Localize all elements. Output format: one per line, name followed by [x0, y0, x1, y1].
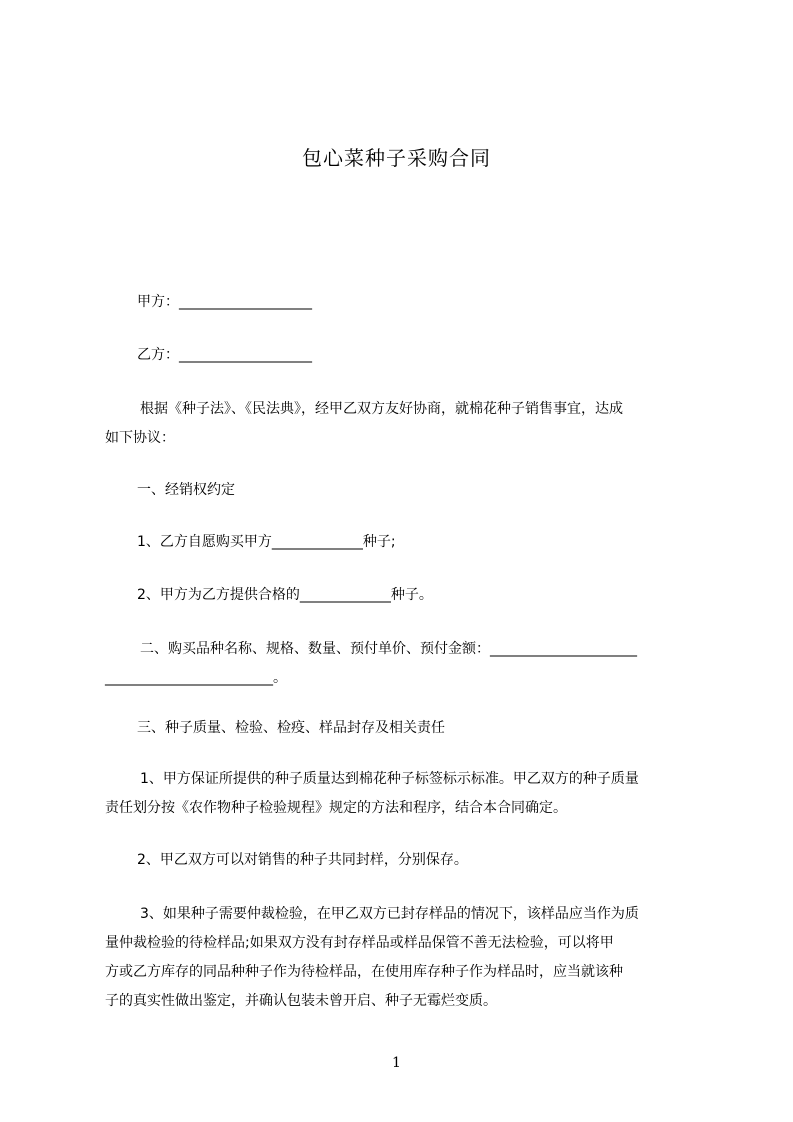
section-1-item-1: 1、乙方自愿购买甲方_____________种子;: [137, 534, 396, 550]
intro-line-1: 根据《种子法》、《民法典》，经甲乙双方友好协商，就棉花种子销售事宜，达成: [140, 401, 623, 417]
section-3-heading: 三、种子质量、检验、检疫、样品封存及相关责任: [137, 720, 445, 736]
section-1-item-2: 2、甲方为乙方提供合格的_____________种子。: [137, 587, 433, 603]
section-2-line-2: ________________________。: [105, 670, 287, 686]
document-title: 包心菜种子采购合同: [302, 146, 491, 170]
section-3-item-1-line-2: 责任划分按《农作物种子检验规程》规定的方法和程序，结合本合同确定。: [105, 800, 567, 816]
intro-line-2: 如下协议：: [105, 430, 175, 446]
section-3-item-3-line-1: 3、如果种子需要仲裁检验，在甲乙双方已封存样品的情况下，该样品应当作为质: [140, 906, 639, 922]
section-3-item-3-line-3: 方或乙方库存的同品种种子作为待检样品，在使用库存种子作为样品时，应当就该种: [105, 964, 623, 980]
section-1-heading: 一、经销权约定: [137, 482, 235, 498]
section-2-line-1: 二、购买品种名称、规格、数量、预付单价、预付金额：_____________________: [140, 641, 637, 657]
party-a-line: 甲方：___________________: [137, 294, 312, 310]
section-3-item-1-line-1: 1、甲方保证所提供的种子质量达到棉花种子标签标示标准。甲乙双方的种子质量: [140, 771, 639, 787]
section-2-paragraph: [105, 635, 695, 693]
section-3-item-3: [105, 900, 695, 1016]
section-3-item-3-line-4: 子的真实性做出鉴定，并确认包装未曾开启、种子无霉烂变质。: [105, 993, 497, 1009]
party-b-line: 乙方：___________________: [137, 347, 312, 363]
section-3-item-1: [105, 765, 695, 823]
intro-paragraph: [105, 395, 695, 453]
section-3-item-2: 2、甲乙双方可以对销售的种子共同封样，分别保存。: [137, 852, 468, 868]
page-number: 1: [392, 1055, 401, 1071]
section-3-item-3-line-2: 量仲裁检验的待检样品;如果双方没有封存样品或样品保管不善无法检验，可以将甲: [105, 935, 614, 951]
